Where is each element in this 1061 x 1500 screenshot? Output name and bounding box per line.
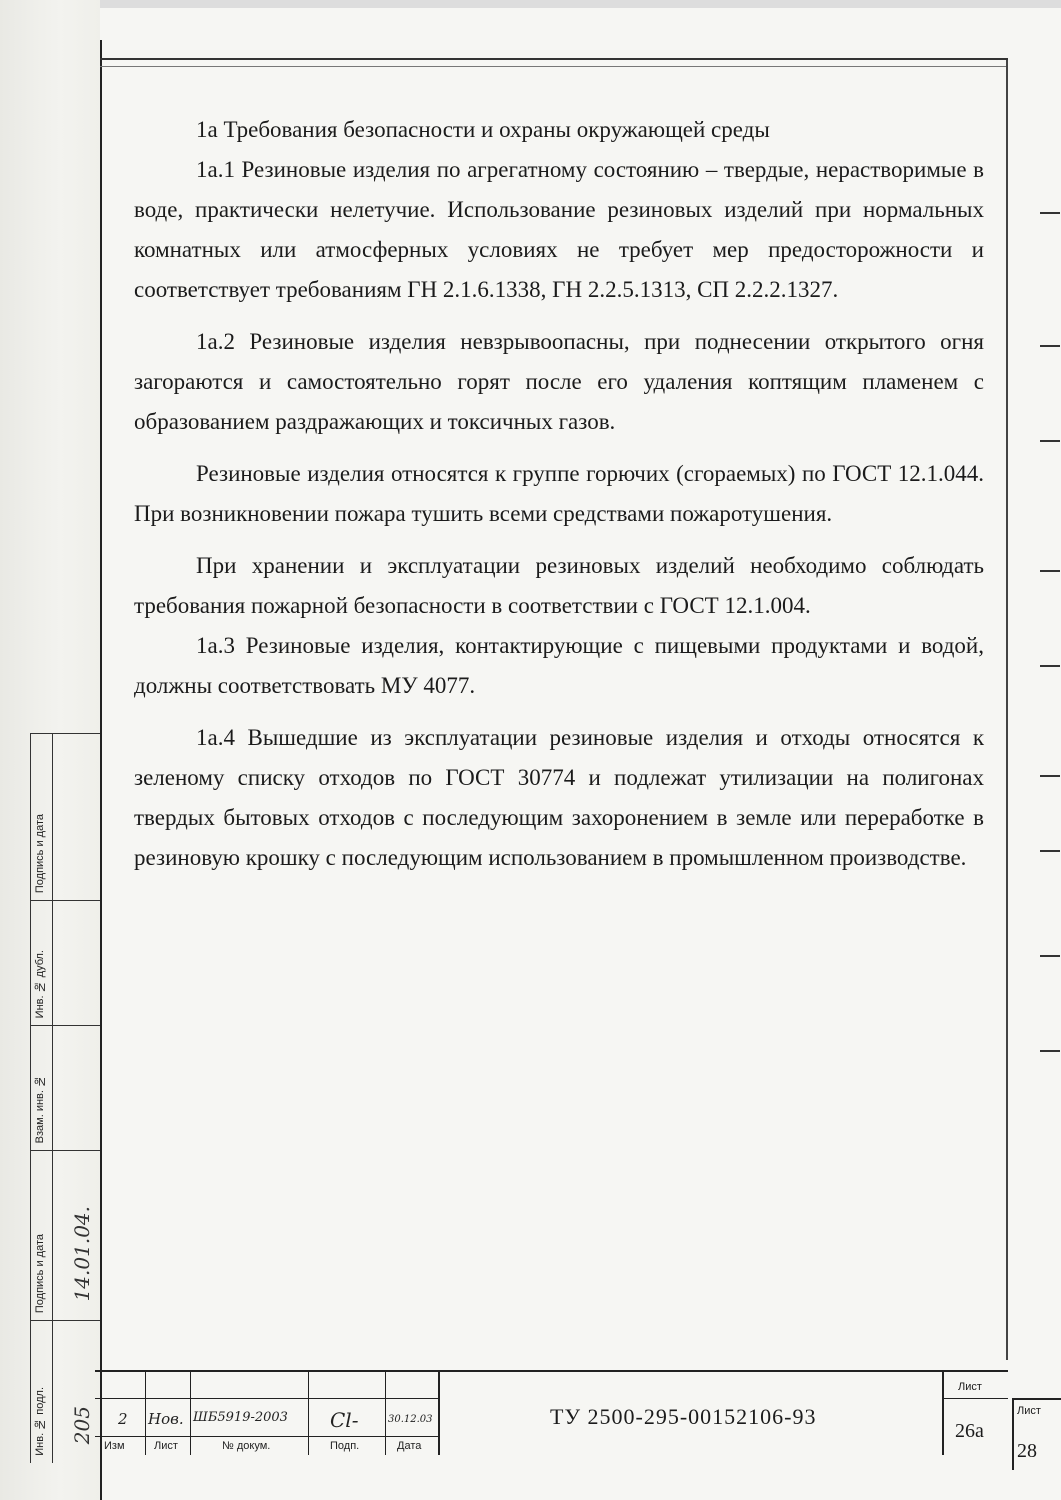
margin-tick: [1040, 345, 1060, 347]
frame-top-border-inner: [100, 66, 1008, 67]
margin-tick: [1040, 570, 1060, 572]
side-cell-dup-inv: [30, 900, 100, 1026]
paragraph-1a4: 1а.4 Вышедшие из эксплуатации резиновые изделия и отходы относятся к зеленому списку отходов по ГОСТ 30774 и подлежат утилизации на полигонах твердых бытовых отходов с последующим захоронением в земле или переработке в резиновую крошку с последующим использованием в промышленном производстве.: [134, 725, 984, 870]
title-block-line: [95, 1398, 438, 1399]
title-block-line: [438, 1370, 440, 1455]
margin-tick: [1040, 665, 1060, 667]
section-heading: 1а Требования безопасности и охраны окружающей среды: [196, 117, 770, 142]
paragraph-1a3: 1а.3 Резиновые изделия, контактирующие с пищевыми продуктами и водой, должны соответствовать МУ 4077.: [134, 633, 984, 698]
revision-list: Нов.: [148, 1410, 184, 1428]
side-label: Взам. инв. №: [34, 1074, 46, 1143]
revision-doc-no: ШБ5919-2003: [193, 1410, 288, 1425]
document-body: [134, 110, 984, 878]
side-label: Подпись и дата: [34, 1233, 46, 1313]
outer-sheet-label: Лист: [1017, 1405, 1041, 1417]
title-block-line: [942, 1370, 944, 1455]
side-label: Инв. № дубл.: [34, 949, 46, 1018]
margin-tick: [1040, 440, 1060, 442]
title-block-line: [145, 1370, 146, 1455]
revision-date: 30.12.03: [388, 1414, 433, 1425]
paragraph-fire-safety: При хранении и эксплуатации резиновых изделий необходимо соблюдать требования пожарной безопасности в соответствии с ГОСТ 12.1.004.: [134, 553, 984, 618]
side-inv-number: 205: [70, 1405, 94, 1444]
side-cell-sign-date: [30, 1150, 100, 1321]
paragraph-1a2: 1а.2 Резиновые изделия невзрывоопасны, при поднесении открытого огня загораются и самостоятельно горят после его удаления коптящим пламенем с образованием раздражающих и токсичных газов.: [134, 329, 984, 434]
side-sign-date: 14.01.04.: [70, 1205, 94, 1301]
title-block-line: [95, 1436, 438, 1437]
margin-tick: [1040, 850, 1060, 852]
caption-list: Лист: [154, 1440, 178, 1452]
side-label: Подпись и дата: [34, 813, 46, 893]
margin-tick: [1040, 212, 1060, 214]
frame-top-border: [100, 58, 1008, 60]
side-cell-orig-inv: [30, 1320, 100, 1464]
document-code: ТУ 2500-295-00152106-93: [550, 1404, 817, 1429]
revision-izm: 2: [118, 1410, 128, 1428]
caption-sign: Подп.: [330, 1440, 360, 1452]
scan-top-edge: [0, 0, 1061, 8]
frame-right-border: [1006, 60, 1008, 1360]
side-stamp: [30, 733, 100, 1463]
revision-signature: Сl-: [330, 1408, 359, 1432]
margin-tick: [1040, 1050, 1060, 1052]
caption-doc-no: № докум.: [222, 1440, 271, 1452]
margin-tick: [1040, 955, 1060, 957]
frame-left-border: [100, 40, 102, 1500]
side-label: Инв. № подл.: [34, 1387, 46, 1456]
margin-tick: [1040, 775, 1060, 777]
outer-sheet-number: 28: [1017, 1440, 1037, 1462]
title-block-line: [308, 1370, 309, 1455]
side-cell-sign-date-top: [30, 733, 100, 901]
paragraph-1a1: 1а.1 Резиновые изделия по агрегатному состоянию – твердые, нерастворимые в воде, практически нелетучие. Использование резиновых изделий при нормальных комнатных или атмосферных условиях не требует мер предосторожности и соответствует требованиям ГН 2.1.6.1338, ГН 2.2.5.1313, СП 2.2.2.1327.: [134, 157, 984, 302]
title-block-line: [190, 1370, 191, 1455]
side-cell-replace-inv: [30, 1025, 100, 1151]
paragraph-flammability: Резиновые изделия относятся к группе горючих (сгораемых) по ГОСТ 12.1.044. При возникновении пожара тушить всеми средствами пожаротушения.: [134, 461, 984, 526]
sheet-label: Лист: [958, 1381, 982, 1393]
sheet-number: 26а: [955, 1420, 984, 1442]
title-block-line: [385, 1370, 386, 1455]
caption-izm: Изм: [104, 1440, 125, 1452]
title-block-line: [942, 1398, 1008, 1399]
caption-date: Дата: [397, 1440, 422, 1452]
